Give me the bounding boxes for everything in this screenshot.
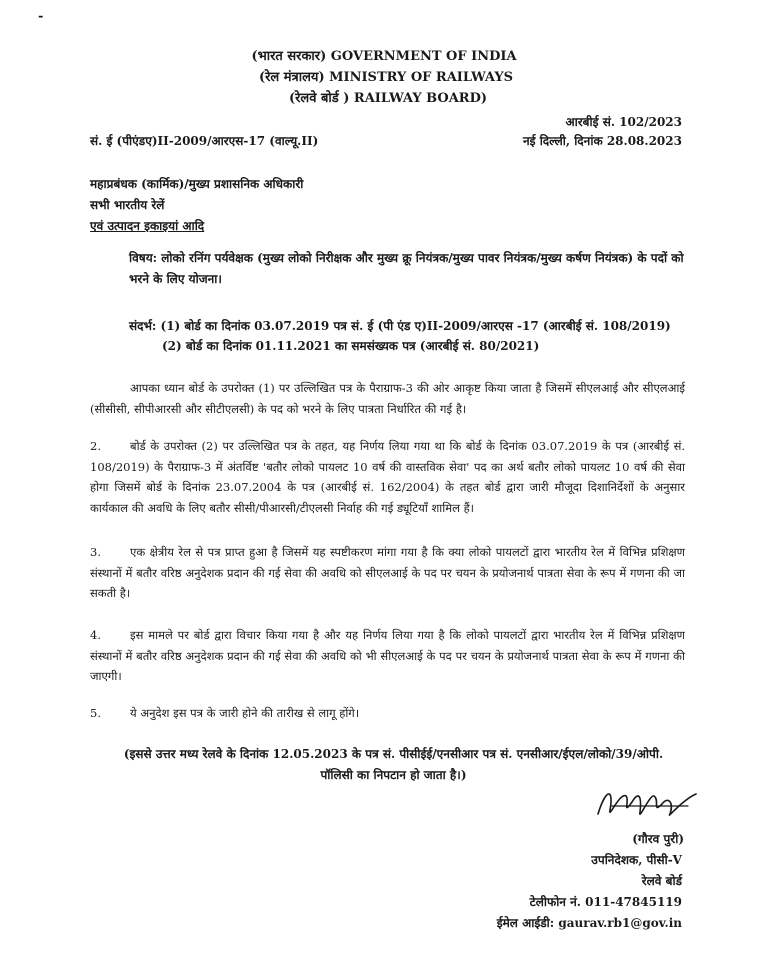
closing-note-line-1: (इससे उत्तर मध्य रेलवे के दिनांक 12.05.2023 के पत्र सं. पीसीईई/एनसीआर पत्र सं. एनसीआर/ईएल/लोको/39/ओपी.	[123, 747, 664, 761]
signatory-telephone: टेलीफोन नं. 011-47845119	[529, 895, 682, 909]
paragraph-1: आपका ध्यान बोर्ड के उपरोक्त (1) पर उल्लिखित पत्र के पैराग्राफ-3 की ओर आकृष्ट किया जाता है जिसमें सीएलआई और सीएलआई (सीसीसी, सीपीआरसी और सीटीएलसी) के पद को भरने के लिए पात्रता निर्धारित की गई है।	[90, 381, 685, 416]
header-board: (रेलवे बोर्ड ) RAILWAY BOARD)	[288, 91, 488, 106]
closing-note	[96, 744, 691, 786]
signatory-office: रेलवे बोर्ड	[641, 874, 682, 888]
file-number: सं. ई (पीएंडए)II-2009/आरएस-17 (वाल्यू.II)	[90, 134, 319, 148]
paragraph-3-text: एक क्षेत्रीय रेल से पत्र प्राप्त हुआ है जिसमें यह स्पष्टीकरण मांगा गया है कि क्या लोको पायलटों द्वारा भारतीय रेल में विभिन्न प्रशिक्षण संस्थानों में बतौर वरिष्ठ अनुदेशक प्रदान की गई सेवा की अवधि को सीएलआई के पद पर चयन के प्रयोजनार्थ पात्रता सेवा के रूप में गणना की जा सकती है।	[90, 545, 685, 600]
paragraph-5	[90, 703, 685, 724]
paragraph-2	[90, 436, 685, 518]
paragraph-5-number: 5.	[90, 706, 101, 720]
addressee-line-3: एवं उत्पादन इकाइयां आदि	[90, 219, 205, 233]
place-date: नई दिल्ली, दिनांक 28.08.2023	[522, 134, 682, 148]
reference-1: संदर्भ: (1) बोर्ड का दिनांक 03.07.2019 पत्र सं. ई (पी एंड ए)II-2009/आरएस -17 (आरबीई सं. 108/2019)	[129, 319, 671, 333]
header-ministry: (रेल मंत्रालय) MINISTRY OF RAILWAYS	[258, 70, 514, 85]
page-mark: -	[38, 9, 44, 24]
closing-note-line-2: पॉलिसी का निपटान हो जाता है।)	[320, 768, 467, 782]
rbe-number: आरबीई सं. 102/2023	[565, 115, 682, 129]
signatory-email: ईमेल आईडी: gaurav.rb1@gov.in	[496, 916, 682, 930]
paragraph-4-text: इस मामले पर बोर्ड द्वारा विचार किया गया है और यह निर्णय लिया गया है कि लोको पायलटों द्वारा भारतीय रेल में विभिन्न प्रशिक्षण संस्थानों में बतौर वरिष्ठ अनुदेशक प्रदान की गई सेवा की अवधि को भी सीएलआई के पद पर चयन के प्रयोजनार्थ पात्रता सेवा के रूप में गणना की जाएगी।	[90, 628, 685, 683]
paragraph-3	[90, 542, 685, 604]
paragraph-4	[90, 625, 685, 687]
subject: विषय: लोको रनिंग पर्यवेक्षक (मुख्य लोको निरीक्षक और मुख्य क्रू नियंत्रक/मुख्य पावर नियंत्रक/मुख्य कर्षण नियंत्रक) के पदों को भरने के लिए योजना।	[129, 251, 684, 286]
signature-image	[592, 784, 702, 826]
header-government: (भारत सरकार) GOVERNMENT OF INDIA	[251, 49, 517, 64]
signatory-designation: उपनिदेशक, पीसी-V	[591, 853, 682, 867]
paragraph-3-number: 3.	[90, 545, 101, 559]
signatory-name: (गौरव पुरी)	[632, 832, 684, 846]
paragraph-4-number: 4.	[90, 628, 101, 642]
addressee-line-1: महाप्रबंधक (कार्मिक)/मुख्य प्रशासनिक अधिकारी	[90, 177, 304, 191]
addressee-line-2: सभी भारतीय रेलें	[90, 198, 165, 212]
reference-2: (2) बोर्ड का दिनांक 01.11.2021 का समसंख्यक पत्र (आरबीई सं. 80/2021)	[162, 339, 540, 353]
paragraph-5-text: ये अनुदेश इस पत्र के जारी होने की तारीख से लागू होंगे।	[130, 706, 360, 720]
paragraph-2-text: बोर्ड के उपरोक्त (2) पर उल्लिखित पत्र के तहत, यह निर्णय लिया गया था कि बोर्ड के दिनांक 03.07.2019 के पत्र (आरबीई सं. 108/2019) के पैराग्राफ-3 में अंतर्विष्ट 'बतौर लोको पायलट 10 वर्ष की वास्तविक सेवा' पद का अर्थ बतौर लोको पायलट 10 वर्ष की सेवा होगा जिसमें बोर्ड के दिनांक 23.07.2004 के पत्र (आरबीई सं. 162/2004) के तहत बोर्ड द्वारा जारी मौजूदा दिशानिर्देशों के अनुसार कार्यकाल की अवधि के लिए बतौर सीसी/पीआरसी/टीएलसी निर्वाह की गई ड्यूटियाँ शामिल हैं।	[90, 439, 685, 515]
paragraph-2-number: 2.	[90, 439, 101, 453]
